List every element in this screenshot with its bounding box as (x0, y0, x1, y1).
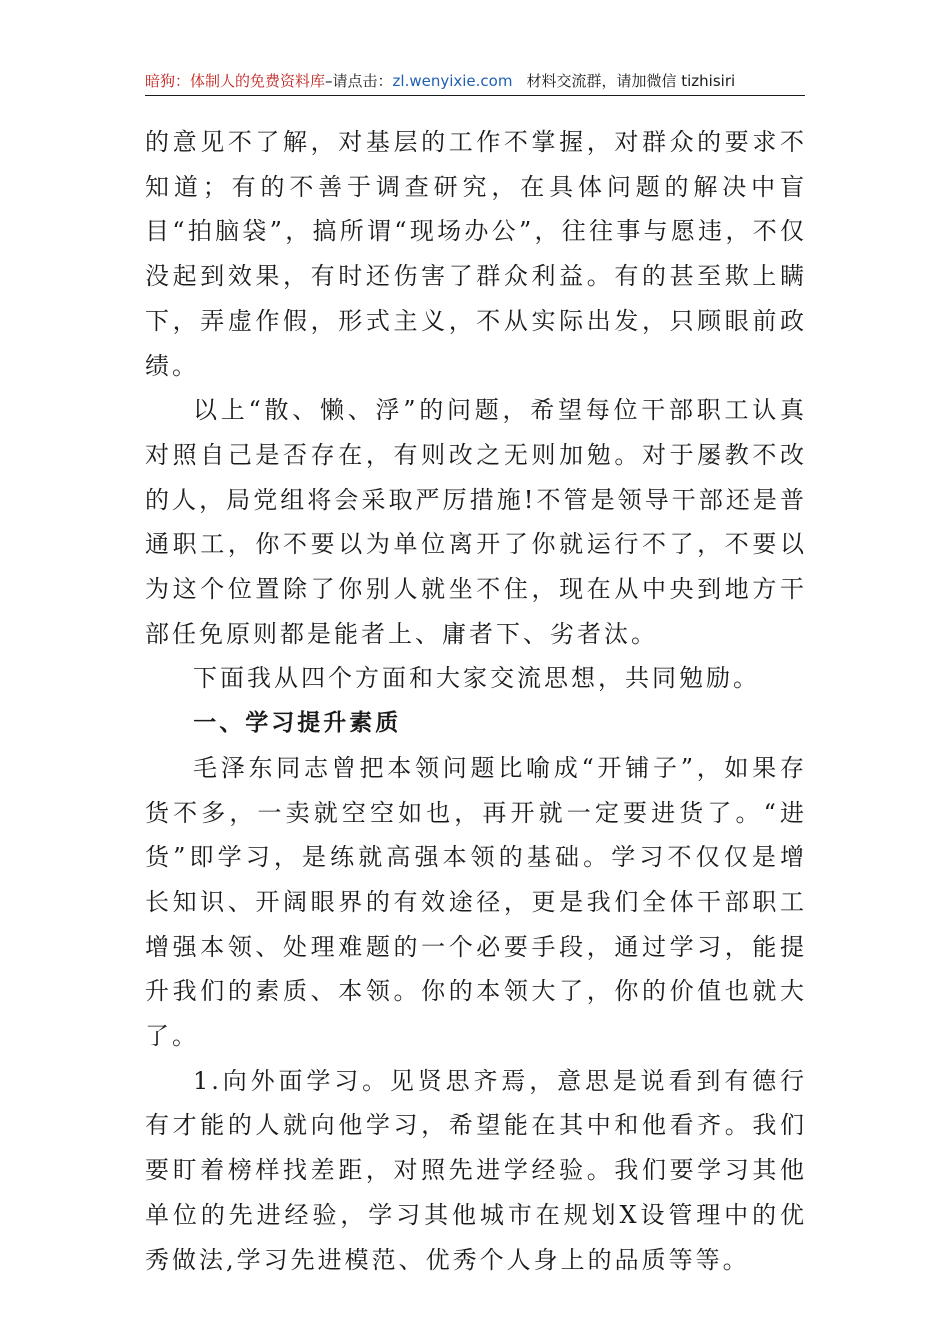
section-heading-1: 一、学习提升素质 (193, 710, 402, 737)
paragraph-continuation: 的意见不了解，对基层的工作不掌握，对群众的要求不知道；有的不善于调查研究，在具体问题的解决中盲目“拍脑袋”，搞所谓“现场办公”，往往事与愿违，不仅没起到效果，有时还伤害了群众利益。有的甚至欺上瞒下，弄虚作假，形式主义，不从实际出发，只顾眼前政绩。 (145, 128, 807, 380)
paragraph-problems-summary: 以上“散、懒、浮”的问题，希望每位干部职工认真对照自己是否存在，有则改之无则加勉。对于屡教不改的人，局党组将会采取严厉措施!不管是领导干部还是普通职工，你不要以为单位离开了你就运行不了，不要以为这个位置除了你别人就坐不住，现在从中央到地方干部任免原则都是能者上、庸者下、劣者汰。 (145, 396, 807, 648)
paragraph-intro: 下面我从四个方面和大家交流思想，共同勉励。 (193, 664, 760, 693)
paragraph-learn-outside: 1.向外面学习。见贤思齐焉，意思是说看到有德行有才能的人就向他学习，希望能在其中和他看齐。我们要盯着榜样找差距，对照先进学经验。我们要学习其他单位的先进经验，学习其他城市在规划X设管理中的优秀做法,学习先进模范、优秀个人身上的品质等等。 (145, 1066, 807, 1274)
header-link-prefix: –请点击： (325, 72, 393, 90)
page-header (145, 68, 805, 94)
header-wechat: 材料交流群，请加微信 tizhisiri (526, 72, 736, 90)
document-body (145, 120, 807, 1282)
header-brand: 暗狗：体制人的免费资料库 (145, 72, 326, 90)
header-link[interactable]: zl.wenyixie.com (392, 72, 513, 90)
header-divider (145, 95, 805, 96)
paragraph-learning: 毛泽东同志曾把本领问题比喻成“开铺子”，如果存货不多，一卖就空空如也，再开就一定要进货了。“进货”即学习，是练就高强本领的基础。学习不仅仅是增长知识、开阔眼界的有效途径，更是我们全体干部职工增强本领、处理难题的一个必要手段，通过学习，能提升我们的素质、本领。你的本领大了，你的价值也就大了。 (145, 753, 807, 1051)
